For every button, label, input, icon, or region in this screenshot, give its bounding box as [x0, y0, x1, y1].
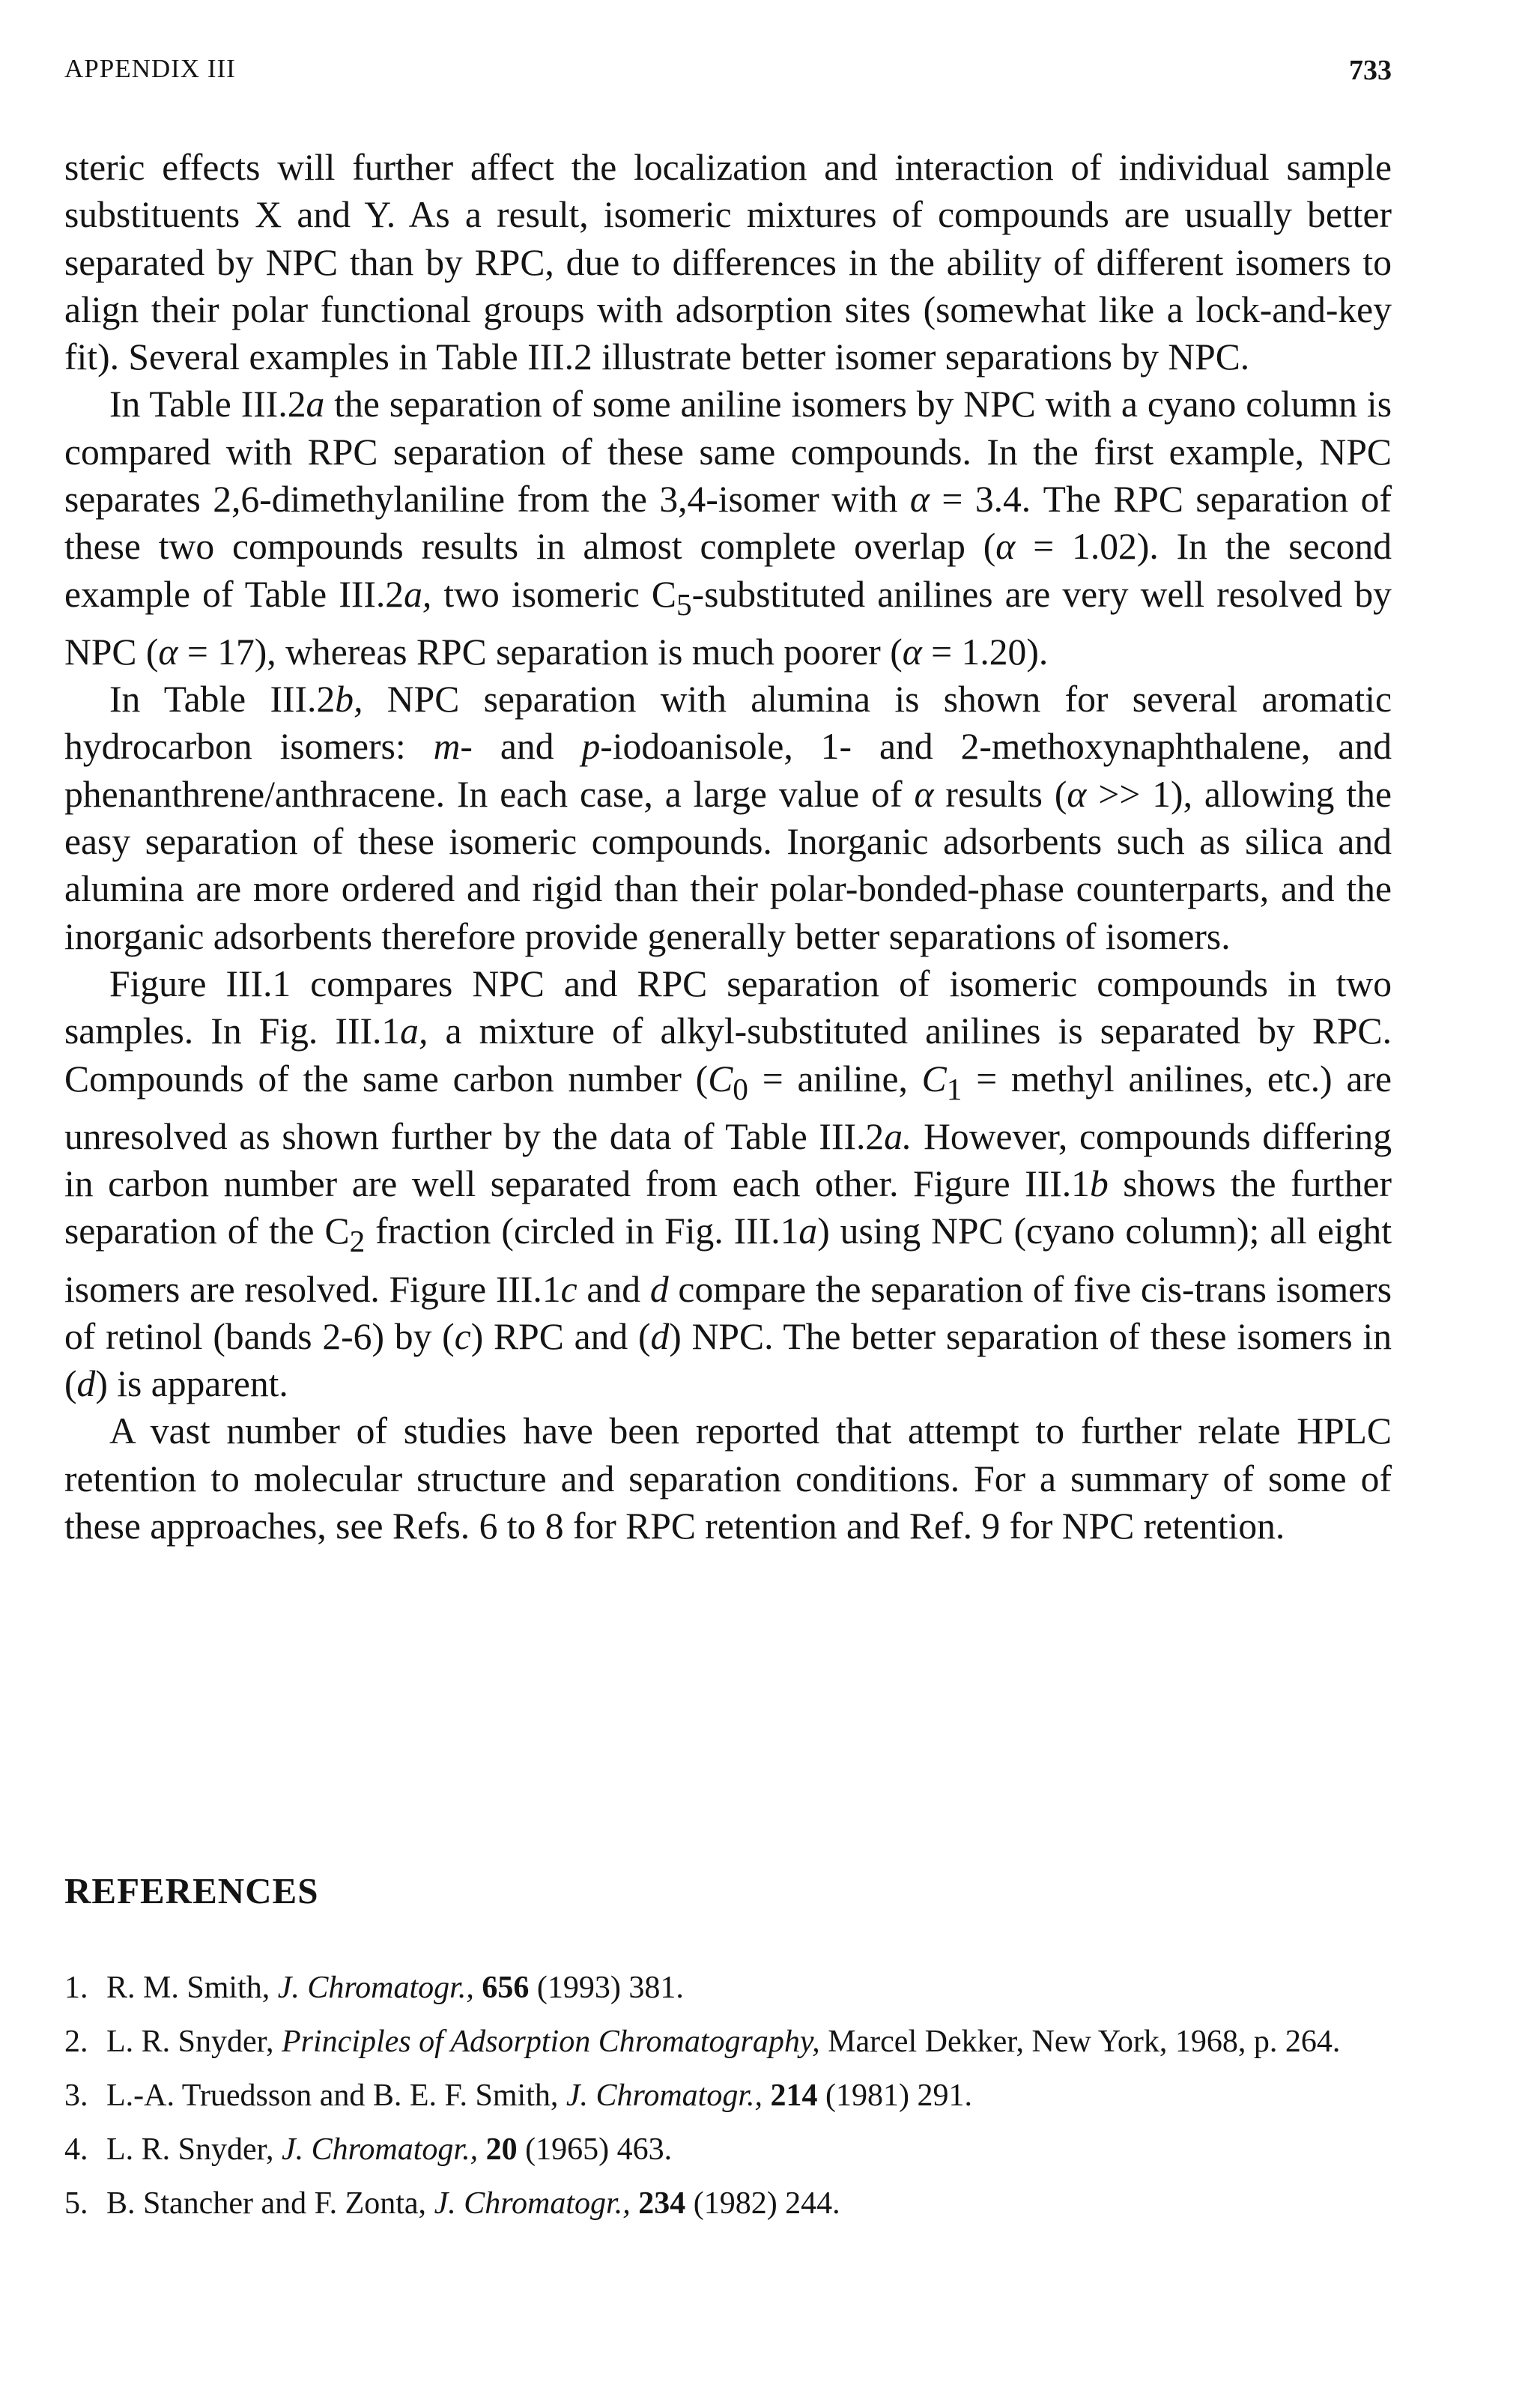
text-run: = aniline, [748, 1058, 922, 1100]
reference-authors: B. Stancher and F. Zonta, [106, 2186, 434, 2221]
alpha-symbol: α [995, 526, 1016, 568]
italic-run: b [1089, 1163, 1109, 1205]
reference-volume: 656 [482, 1971, 530, 2005]
text-run: In Table III.2 [109, 383, 306, 425]
page-number: 733 [1349, 55, 1392, 86]
italic-run: m [433, 726, 461, 768]
reference-item [64, 2022, 1392, 2061]
paragraph-5: A vast number of studies have been reported that attempt to further relate HPLC retention to molecular structure and separation conditions. For a summary of some of these approaches, see Refs. 6 to 8 for RPC retention and Ref. 9 for NPC retention. [64, 1410, 1392, 1547]
text-run: the separation of some aniline isomers by NPC with a cyano column is compared with RPC separation of these same compounds. In the first example, NPC separates 2,6-dimethylaniline from the 3,4-isomer with [64, 383, 1392, 521]
text-run: ) is apparent. [95, 1363, 288, 1405]
italic-run: p [581, 726, 601, 768]
text-run: ) using NPC (cyano column); all eight isomers are resolved. Figure III.1 [64, 1210, 1392, 1310]
text-run: = 17), whereas RPC separation is much poorer ( [178, 631, 903, 673]
carbon-symbol: C [708, 1058, 733, 1100]
text-run: = 1.20). [921, 631, 1049, 673]
page-header [64, 54, 1392, 91]
italic-run: d [649, 1268, 669, 1310]
reference-number: 4. [64, 2132, 88, 2167]
text-run: shows the further separation of the C [64, 1163, 1392, 1252]
text-run: However, compounds differing in carbon number are well separated from each other. Figure III.1 [64, 1115, 1392, 1205]
references-heading: REFERENCES [64, 1870, 319, 1911]
text-run: = methyl anilines, etc.) are unresolved as shown further by the data of Table III.2 [64, 1058, 1392, 1157]
reference-year-page: (1981) 291. [817, 2078, 973, 2113]
italic-run: d [650, 1315, 670, 1357]
italic-run: a. [884, 1115, 912, 1157]
reference-item [64, 2130, 1392, 2169]
text-run: NPC separation with alumina is shown for several aromatic hydrocarbon isomers: [64, 679, 1392, 768]
alpha-symbol: α [158, 631, 178, 673]
text-run: two isomeric C [431, 573, 676, 615]
paragraph-4 [64, 960, 1392, 1407]
reference-journal: J. Chromatogr., [434, 2186, 631, 2221]
italic-run: a [798, 1210, 818, 1252]
italic-run: a [306, 383, 325, 425]
text-run: a mixture of alkyl-substituted anilines is separated by RPC. Compounds of the same carbon number ( [64, 1010, 1392, 1100]
reference-year-page: (1965) 463. [517, 2132, 673, 2167]
subscript: 5 [676, 586, 692, 622]
alpha-symbol: α [909, 479, 930, 521]
text-run: results ( [933, 773, 1067, 815]
alpha-symbol: α [902, 631, 922, 673]
subscript: 0 [733, 1071, 748, 1106]
text-run: - and [460, 726, 582, 768]
reference-title: Principles of Adsorption Chromatography, [281, 2025, 820, 2059]
text-run: compare the separation of five cis-trans isomers of retinol (bands 2-6) by ( [64, 1268, 1392, 1357]
reference-item [64, 2076, 1392, 2115]
text-run [474, 1971, 482, 2005]
text-run: ) NPC. The better separation of these isomers in ( [64, 1315, 1392, 1405]
reference-publisher: Marcel Dekker, New York, 1968, p. 264. [819, 2025, 1341, 2059]
reference-number: 1. [64, 1971, 88, 2005]
subscript: 1 [946, 1071, 962, 1106]
text-run: >> 1), allowing the easy separation of these isomeric compounds. Inorganic adsorbents such as silica and alumina are more ordered and rigid than their polar-bonded-phase counterparts, and the inorganic adsorbents therefore provide generally better separations of isomers. [64, 773, 1392, 957]
italic-run: c [560, 1268, 577, 1310]
reference-volume: 234 [638, 2186, 686, 2221]
text-run [478, 2132, 486, 2167]
text-run: = 3.4. The RPC separation of these two compounds results in almost complete overlap ( [64, 479, 1392, 568]
document-page [64, 0, 1392, 2408]
reference-volume: 20 [485, 2132, 518, 2167]
paragraph-2 [64, 380, 1392, 676]
text-run [631, 2186, 639, 2221]
alpha-symbol: α [1067, 773, 1087, 815]
references-list [64, 1968, 1392, 2238]
reference-number: 5. [64, 2186, 88, 2221]
paragraph-1: steric effects will further affect the localization and interaction of individual sample substituents X and Y. As a result, isomeric mixtures of compounds are usually better separated by NPC than by RPC, due to differences in the ability of different isomers to align their polar functional groups with adsorption sites (somewhat like a lock-and-key fit). Several examples in Table III.2 illustrate better isomer separations by NPC. [64, 147, 1392, 378]
italic-run: b, [335, 679, 363, 721]
text-run [763, 2078, 771, 2113]
reference-journal: J. Chromatogr., [566, 2078, 763, 2113]
reference-item [64, 2184, 1392, 2223]
text-run: -substituted anilines are very well resolved by NPC ( [64, 573, 1392, 673]
reference-authors: L. R. Snyder, [106, 2132, 282, 2167]
text-run: and [577, 1268, 650, 1310]
text-run: In Table III.2 [109, 679, 336, 721]
paragraph-3 [64, 676, 1392, 960]
italic-run: d [76, 1363, 96, 1405]
reference-authors: L. R. Snyder, [106, 2025, 282, 2059]
text-run: Figure III.1 compares NPC and RPC separation of isomeric compounds in two samples. In Fig. III.1 [64, 962, 1392, 1052]
reference-number: 2. [64, 2025, 88, 2059]
subscript: 2 [349, 1224, 366, 1259]
reference-number: 3. [64, 2078, 88, 2113]
italic-run: c [454, 1315, 471, 1357]
alpha-symbol: α [914, 773, 934, 815]
text-run: -iodoanisole, 1- and 2-methoxynaphthalene, and phenanthrene/anthracene. In each case, a large value of [64, 726, 1392, 815]
reference-journal: J. Chromatogr., [277, 1971, 474, 2005]
text-run: ) RPC and ( [470, 1315, 651, 1357]
running-head: APPENDIX III [64, 54, 236, 83]
reference-item [64, 1968, 1392, 2007]
reference-authors: L.-A. Truedsson and B. E. F. Smith, [106, 2078, 566, 2113]
reference-journal: J. Chromatogr., [281, 2132, 479, 2167]
carbon-symbol: C [921, 1058, 947, 1100]
text-run: = 1.02). In the second example of Table III.2 [64, 526, 1392, 615]
reference-volume: 214 [770, 2078, 818, 2113]
reference-year-page: (1982) 244. [685, 2186, 840, 2221]
text-run: fraction (circled in Fig. III.1 [365, 1210, 799, 1252]
body-text [64, 144, 1392, 1550]
italic-run: a, [400, 1010, 428, 1052]
reference-authors: R. M. Smith, [106, 1971, 278, 2005]
reference-year-page: (1993) 381. [529, 1971, 684, 2005]
italic-run: a, [404, 573, 432, 615]
